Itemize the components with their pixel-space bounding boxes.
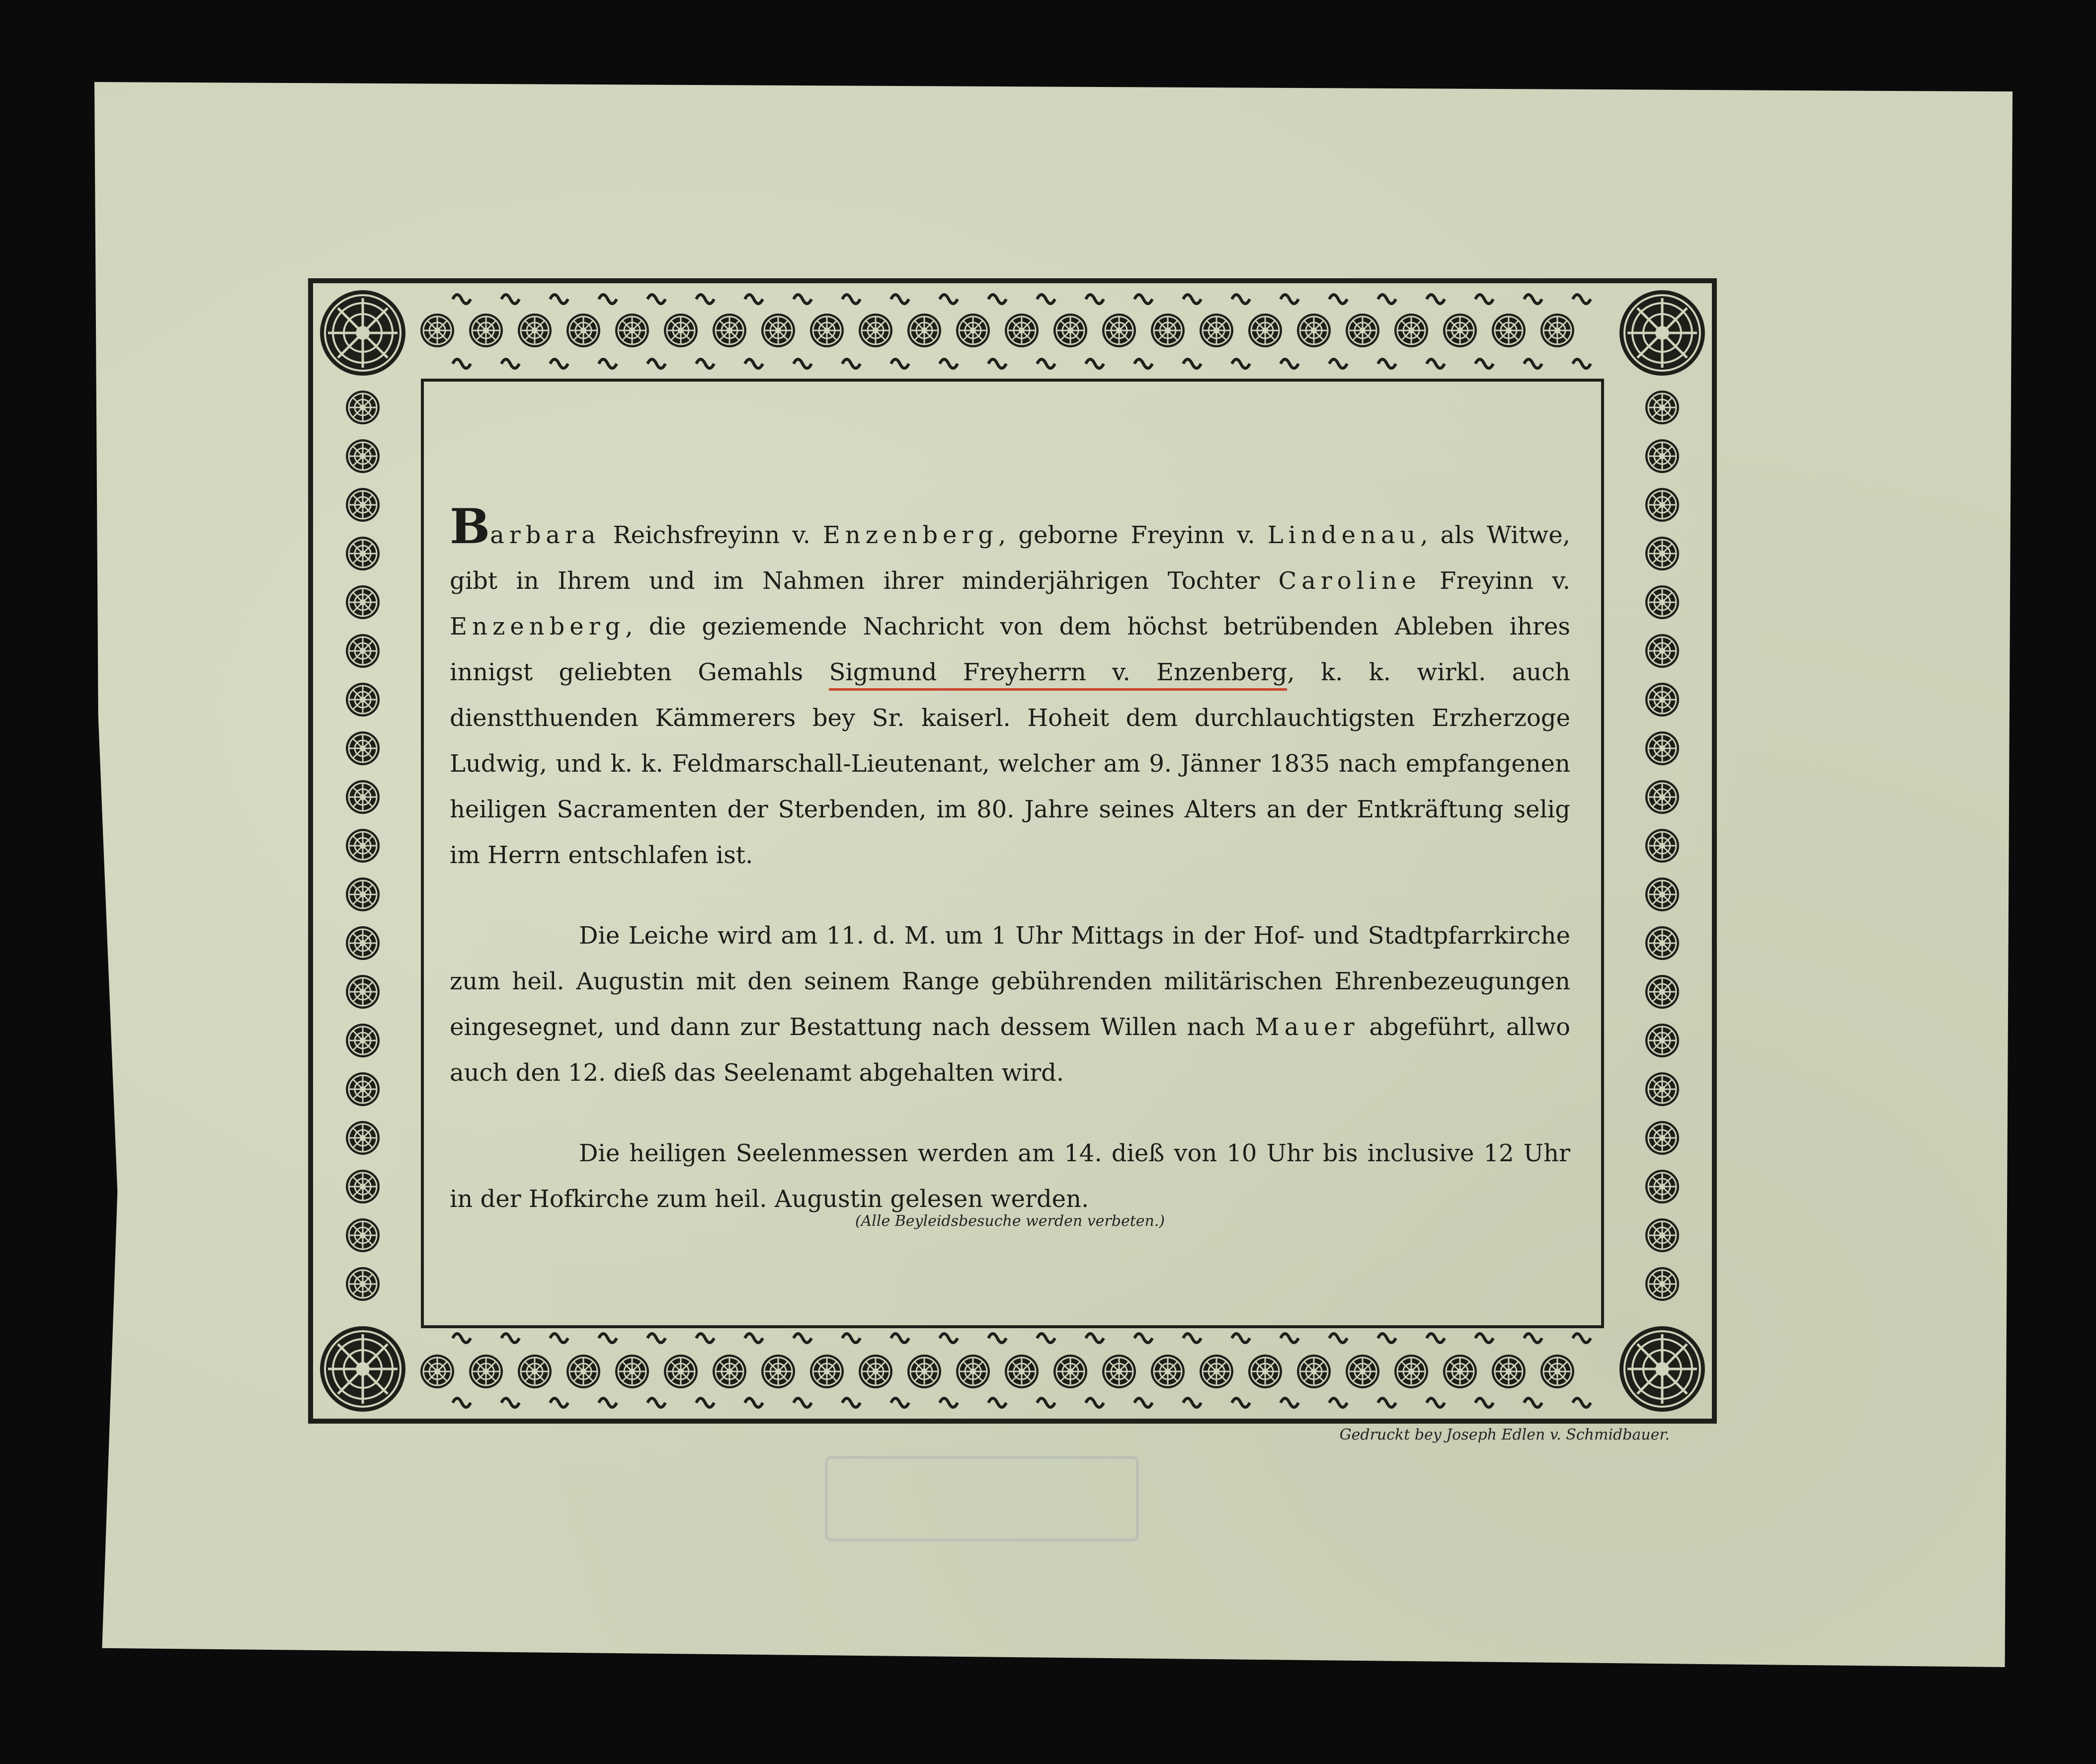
border-rosette-icon [1297,314,1331,347]
border-rosette-icon [810,1355,844,1388]
border-rosette-icon [1645,731,1679,765]
border-scroll-icon [1378,1398,1396,1407]
border-rosette-icon [956,314,990,347]
border-rosette-icon [1394,314,1428,347]
paragraph-death-notice [450,498,1571,878]
border-scroll-icon [988,359,1006,368]
border-scroll-icon [842,295,860,304]
border-scroll-icon [1573,359,1591,368]
name-barbara: arbara [490,521,601,549]
text-fragment: Freyinn v. [1421,567,1570,595]
border-rosette-icon [1443,314,1477,347]
border-rosette-icon [1645,829,1679,863]
border-rosette-icon [346,537,380,570]
border-scroll-icon [599,1398,617,1407]
border-rosette-icon [346,1170,380,1203]
border-scroll-icon [1232,1398,1250,1407]
border-rosette-icon [1346,314,1379,347]
border-rosette-icon [469,314,503,347]
border-rosette-icon [761,314,795,347]
text-fragment: , k. k. wirkl. auch dienstthuenden Kämmerers bey Sr. kaiserl. Hoheit dem durchlauchtigsten Erzherzoge Ludwig, und k. k. Feldmarschall-Lieutenant, welcher am 9. Jänner 1835 nach empfangenen heiligen Sacramenten der Sterbenden, im 80. Jahre seines Alters an der Entkräftung selig im Herrn entschlafen ist. [450,658,1571,869]
border-scroll-icon [940,1398,958,1407]
border-rosette-icon [346,634,380,668]
faint-stamp [825,1456,1139,1541]
border-scroll-icon [1037,1398,1055,1407]
corner-rosette-icon [1619,1326,1705,1412]
border-scroll-icon [1086,1398,1104,1407]
border-rosette-icon [1492,314,1526,347]
border-rosette-icon [1053,314,1087,347]
border-scroll-icon [696,359,714,368]
border-rosette-icon [1200,314,1233,347]
border-scroll-icon [696,1334,714,1343]
border-scroll-icon [647,295,665,304]
border-scroll-icon [1037,1334,1055,1343]
border-rosette-icon [1151,314,1185,347]
corner-rosette-icon [320,1326,405,1412]
border-scroll-icon [891,359,909,368]
border-rosette-icon [346,1218,380,1252]
name-enzenberg-2: Enzenberg [450,613,626,641]
border-scroll-icon [1573,1334,1591,1343]
border-scroll-icon [1524,1398,1542,1407]
border-scroll-icon [891,295,909,304]
border-rosette-icon [1645,391,1679,424]
border-rosette-icon [1248,1355,1282,1388]
border-scroll-icon [1573,1398,1591,1407]
border-scroll-icon [891,1398,909,1407]
border-scroll-icon [1086,1334,1104,1343]
border-rosette-icon [346,731,380,765]
border-scroll-icon [550,1398,568,1407]
border-rosette-icon [1005,1355,1039,1388]
border-scroll-icon [1134,359,1152,368]
border-scroll-icon [1086,359,1104,368]
border-scroll-icon [453,1398,471,1407]
border-rosette-icon [1645,1218,1679,1252]
border-scroll-icon [550,295,568,304]
border-scroll-icon [1329,359,1347,368]
border-rosette-icon [907,1355,941,1388]
name-caroline: Caroline [1278,567,1421,595]
border-rosette-icon [1645,683,1679,717]
border-scroll-icon [501,1334,519,1343]
border-scroll-icon [794,1398,811,1407]
border-rosette-icon [664,1355,698,1388]
border-scroll-icon [794,295,811,304]
border-rosette-icon [1645,780,1679,814]
border-scroll-icon [1524,1334,1542,1343]
border-scroll-icon [1378,295,1396,304]
border-scroll-icon [647,1398,665,1407]
border-rosette-icon [1443,1355,1477,1388]
border-rosette-icon [346,488,380,522]
border-scroll-icon [1427,1398,1445,1407]
place-mauer: Mauer [1255,1013,1360,1041]
border-scroll-icon [1037,295,1055,304]
border-rosette-icon [346,585,380,619]
border-rosette-icon [346,391,380,424]
text-fragment: , die geziemende Nachricht von dem höchst betrübenden Ableben ihres innigst geliebten Gemahls [450,613,1570,686]
border-scroll-icon [647,1334,665,1343]
border-scroll-icon [988,1398,1006,1407]
border-scroll-icon [1524,359,1542,368]
border-rosette-icon [1200,1355,1233,1388]
border-scroll-icon [988,295,1006,304]
border-scroll-icon [599,295,617,304]
border-rosette-icon [346,975,380,1009]
border-rosette-icon [518,1355,552,1388]
border-scroll-icon [1378,1334,1396,1343]
border-rosette-icon [346,439,380,473]
border-scroll-icon [1281,359,1298,368]
border-rosette-icon [1645,1170,1679,1203]
border-scroll-icon [1232,359,1250,368]
border-rosette-icon [1102,314,1136,347]
border-scroll-icon [1329,1334,1347,1343]
border-scroll-icon [1037,359,1055,368]
border-scroll-icon [1183,1334,1201,1343]
border-rosette-icon [1645,1072,1679,1106]
border-rosette-icon [1346,1355,1379,1388]
deceased-name: Sigmund Freyherrn v. Enzenberg [829,658,1287,691]
border-rosette-icon [1248,314,1282,347]
border-scroll-icon [501,295,519,304]
border-rosette-icon [469,1355,503,1388]
border-scroll-icon [1329,295,1347,304]
border-rosette-icon [1645,585,1679,619]
border-scroll-icon [1329,1398,1347,1407]
text-fragment: abgeführt, allwo auch den 12. dieß das Seelenamt abgehalten wird. [450,1013,1571,1087]
border-scroll-icon [988,1334,1006,1343]
text-fragment: , geborne Freyinn v. [998,521,1268,549]
border-scroll-icon [1281,1398,1298,1407]
border-rosette-icon [1645,1121,1679,1155]
border-rosette-icon [615,314,649,347]
border-rosette-icon [1645,439,1679,473]
border-rosette-icon [1492,1355,1526,1388]
border-scroll-icon [550,1334,568,1343]
border-scroll-icon [794,359,811,368]
name-lindenau: Lindenau [1267,521,1421,549]
border-scroll-icon [745,295,763,304]
border-scroll-icon [696,1398,714,1407]
name-enzenberg: Enzenberg [822,521,999,549]
border-scroll-icon [842,1398,860,1407]
border-rosette-icon [346,1267,380,1301]
border-rosette-icon [1540,1355,1574,1388]
border-scroll-icon [501,1398,519,1407]
border-scroll-icon [891,1334,909,1343]
printer-imprint: Gedruckt bey Joseph Edlen v. Schmidbauer. [1339,1426,1670,1443]
border-scroll-icon [1475,1334,1493,1343]
border-scroll-icon [1134,295,1152,304]
text-fragment: , als Witwe, gibt in Ihrem und im Nahmen ihrer minderjährigen Tochter [450,521,1570,595]
paragraph-funeral [450,913,1570,1096]
border-rosette-icon [1151,1355,1185,1388]
border-scroll-icon [1475,1398,1493,1407]
border-scroll-icon [940,1334,958,1343]
border-rosette-icon [859,1355,892,1388]
border-rosette-icon [956,1355,990,1388]
border-scroll-icon [1427,1334,1445,1343]
drop-cap: B [450,498,490,555]
border-scroll-icon [501,359,519,368]
border-scroll-icon [599,359,617,368]
border-rosette-icon [518,314,552,347]
border-scroll-icon [1183,295,1201,304]
corner-rosette-icon [320,290,405,376]
border-rosette-icon [761,1355,795,1388]
border-scroll-icon [1086,295,1104,304]
border-scroll-icon [647,359,665,368]
border-rosette-icon [810,314,844,347]
condolence-note: (Alle Beyleidsbesuche werden verbeten.) [855,1212,1165,1230]
border-rosette-icon [420,314,454,347]
border-scroll-icon [940,359,958,368]
border-scroll-icon [940,295,958,304]
border-rosette-icon [1053,1355,1087,1388]
border-rosette-icon [1645,926,1679,960]
border-rosette-icon [1645,1267,1679,1301]
border-scroll-icon [1232,1334,1250,1343]
border-rosette-icon [1645,537,1679,570]
border-scroll-icon [1573,295,1591,304]
border-scroll-icon [1134,1334,1152,1343]
border-scroll-icon [1427,359,1445,368]
border-scroll-icon [453,1334,471,1343]
announcement-body [450,498,1571,1222]
border-rosette-icon [1645,975,1679,1009]
border-scroll-icon [550,359,568,368]
border-scroll-icon [745,1398,763,1407]
border-scroll-icon [1475,295,1493,304]
border-rosette-icon [713,1355,746,1388]
border-rosette-icon [346,878,380,911]
border-scroll-icon [696,295,714,304]
border-rosette-icon [859,314,892,347]
text-fragment: Reichsfreyinn v. [600,521,823,549]
border-rosette-icon [907,314,941,347]
border-rosette-icon [1297,1355,1331,1388]
border-scroll-icon [599,1334,617,1343]
border-scroll-icon [1183,1398,1201,1407]
border-rosette-icon [1102,1355,1136,1388]
border-scroll-icon [745,1334,763,1343]
border-rosette-icon [346,1121,380,1155]
border-scroll-icon [745,359,763,368]
border-scroll-icon [842,359,860,368]
border-rosette-icon [1645,1024,1679,1057]
border-rosette-icon [1645,634,1679,668]
border-rosette-icon [566,1355,600,1388]
border-rosette-icon [346,829,380,863]
border-rosette-icon [420,1355,454,1388]
border-scroll-icon [794,1334,811,1343]
border-scroll-icon [453,295,471,304]
border-rosette-icon [1394,1355,1428,1388]
border-scroll-icon [842,1334,860,1343]
border-rosette-icon [346,1072,380,1106]
border-scroll-icon [1134,1398,1152,1407]
border-scroll-icon [1281,295,1298,304]
border-rosette-icon [346,1024,380,1057]
paragraph-masses: Die heiligen Seelenmessen werden am 14. dieß von 10 Uhr bis inclusive 12 Uhr in der Hofkirche zum heil. Augustin gelesen werden. [450,1139,1570,1213]
border-scroll-icon [453,359,471,368]
border-rosette-icon [346,926,380,960]
border-rosette-icon [1645,488,1679,522]
border-rosette-icon [346,780,380,814]
border-scroll-icon [1524,295,1542,304]
border-scroll-icon [1232,295,1250,304]
corner-rosette-icon [1619,290,1705,376]
border-rosette-icon [664,314,698,347]
border-rosette-icon [346,683,380,717]
border-rosette-icon [1540,314,1574,347]
border-rosette-icon [615,1355,649,1388]
border-scroll-icon [1183,359,1201,368]
border-rosette-icon [713,314,746,347]
text-fragment: Die Leiche wird am 11. d. M. um 1 Uhr Mittags in der Hof- und Stadtpfarrkirche zum heil. Augustin mit den seinem Range gebührenden militärischen Ehrenbezeugungen eingesegnet, und dann zur Bestattung nach dessem Willen nach [450,922,1570,1041]
border-rosette-icon [566,314,600,347]
border-scroll-icon [1427,295,1445,304]
border-scroll-icon [1281,1334,1298,1343]
border-rosette-icon [1005,314,1039,347]
border-scroll-icon [1378,359,1396,368]
border-rosette-icon [1645,878,1679,911]
border-scroll-icon [1475,359,1493,368]
